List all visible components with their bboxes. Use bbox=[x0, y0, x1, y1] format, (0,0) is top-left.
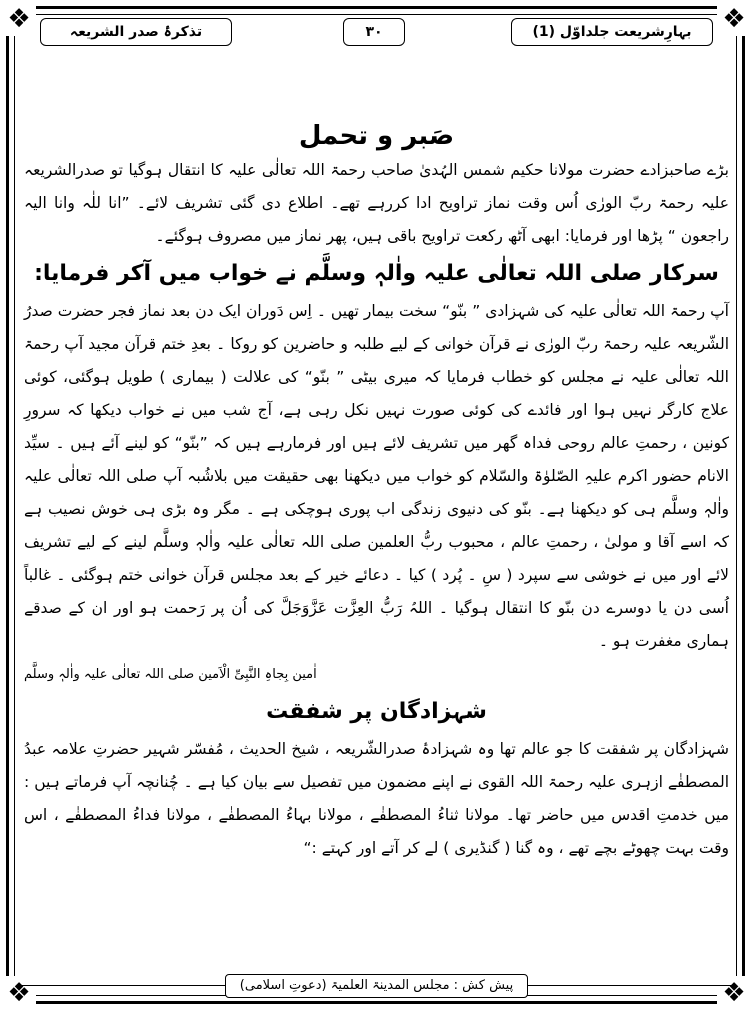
paragraph-dream: آپ رحمۃ اللہ تعالٰی علیہ کی شہزادی ” بنّو“ سخت بیمار تھیں ۔ اِس دَوران ایک دن بعد نماز فجر حضرت صدرُ الشّریعہ علیہ رحمۃ ربّ الورٰی نے قرآن خوانی کے لیے طلبہ و حاضرین کو روکا ۔ بعدِ ختم قرآن مجید آپ رحمۃ اللہ تعالٰی علیہ نے مجلس کو خطاب فرمایا کہ میری بیٹی ” بنّو“ کی علالت ( بیماری ) طویل ہوگئی، کوئی علاج کارگر نہیں ہوا اور فائدے کی کوئی صورت نہیں نکل رہی ہے، آج شب میں نے خواب دیکھا کہ سرورِ کونین ، رحمتِ عالم روحی فداہ گھر میں تشریف لائے ہیں اور فرمارہے ہیں کہ ”بنّو“ کو لینے آئے ہیں ۔ سیِّد الانام حضور اکرم علیہِ الصّلوٰۃ والسّلام کو خواب میں دیکھنا بھی حقیقت میں بلاشُبہ آپ صلی اللہ تعالٰی علیہ واٰلہٖ وسلَّم ہی کو دیکھنا ہے۔ بنّو کی دنیوی زندگی اب پوری ہوچکی ہے ۔ مگر وہ بڑی ہی خوش نصیب ہے کہ اسے آقا و مولیٰ ، رحمتِ عالم ، محبوب ربُّ العلمین صلی اللہ تعالٰی علیہ واٰلہٖ وسلَّم لینے کے لیے تشریف لائے اور میں نے خوشی سے سپرد ( سِ ۔ پُرد ) کیا ۔ دعائے خیر کے بعد مجلس قرآن خوانی ختم ہوگئی ۔ غالباً اُسی دن یا دوسرے دن بنّو کا انتقال ہوگیا ۔ اللہُ رَبُّ العِزَّت عَزَّوَجَلَّ کی اُن پر رَحمت ہو اور ان کے صدقے ہماری مغفرت ہو ۔ bbox=[24, 302, 729, 650]
corner-ornament-top-left: ❖ bbox=[2, 2, 36, 36]
paragraph-patience: بڑے صاحبزادے حضرت مولانا حکیم شمس الہُدیٰ صاحب رحمۃ اللہ تعالٰی علیہ کا انتقال ہوگیا تو صدرالشریعہ علیہ رحمۃ ربّ الورٰی اُس وقت نماز تراویح ادا کررہے تھے۔ اطلاع دی گئی تشریف لائے۔ ”انا للٰہ وانا الیہ راجعون “ پڑھا اور فرمایا: ابھی آٹھ رکعت تراویح باقی ہیں، پھر نماز میں مصروف ہوگئے۔ bbox=[24, 161, 729, 245]
heading-patience: صَبر و تحمل bbox=[298, 121, 455, 151]
section-title: تذکرۂ صدر الشریعہ bbox=[40, 18, 232, 46]
paragraph-affection: شہزادگان پر شفقت کا جو عالم تھا وہ شہزادۂ صدرالشّریعہ ، شیخ الحدیث ، مُفسّر شہیر حضرتِ علامہ عبدُ المصطفٰے ازہری علیہ رحمۃ اللہ القوی نے اپنے مضمون میں تفصیل سے بیان کیا ہے ۔ چُنانچہ آپ فرماتے ہیں : میں خدمتِ اقدس میں حاضر تھا۔ مولانا ثناءُ المصطفٰے ، مولانا بہاءُ المصطفٰے ، مولانا فداءُ المصطفٰے ، اس وقت بہت چھوٹے بچے تھے ، وہ گنا ( گنڈیری ) لے کر آتے اور کہتے :“ bbox=[24, 740, 729, 857]
book-title: بہارِشریعت جلداوّل (1) bbox=[511, 18, 713, 46]
heading-dream: سرکار صلی اللہ تعالٰی علیہ واٰلہٖ وسلَّم نے خواب میں آکر فرمایا: bbox=[34, 261, 719, 286]
page-body bbox=[24, 52, 729, 968]
corner-ornament-bottom-left: ❖ bbox=[2, 976, 36, 1010]
publisher-credit: پیش کش : مجلس المدینۃ العلمیۃ (دعوتِ اسلامی) bbox=[225, 974, 528, 998]
page-footer bbox=[0, 974, 753, 998]
corner-ornament-top-right: ❖ bbox=[717, 2, 751, 36]
corner-ornament-bottom-right: ❖ bbox=[717, 976, 751, 1010]
heading-affection: شہزادگان پر شفقت bbox=[266, 699, 487, 724]
page-header bbox=[20, 14, 733, 48]
page-number: ۳۰ bbox=[343, 18, 405, 46]
dua-line: اٰمین بِجاہِ النَّبِیِّ الْاَمین صلی اللہ تعالٰی علیہ واٰلہٖ وسلَّم bbox=[24, 667, 317, 682]
